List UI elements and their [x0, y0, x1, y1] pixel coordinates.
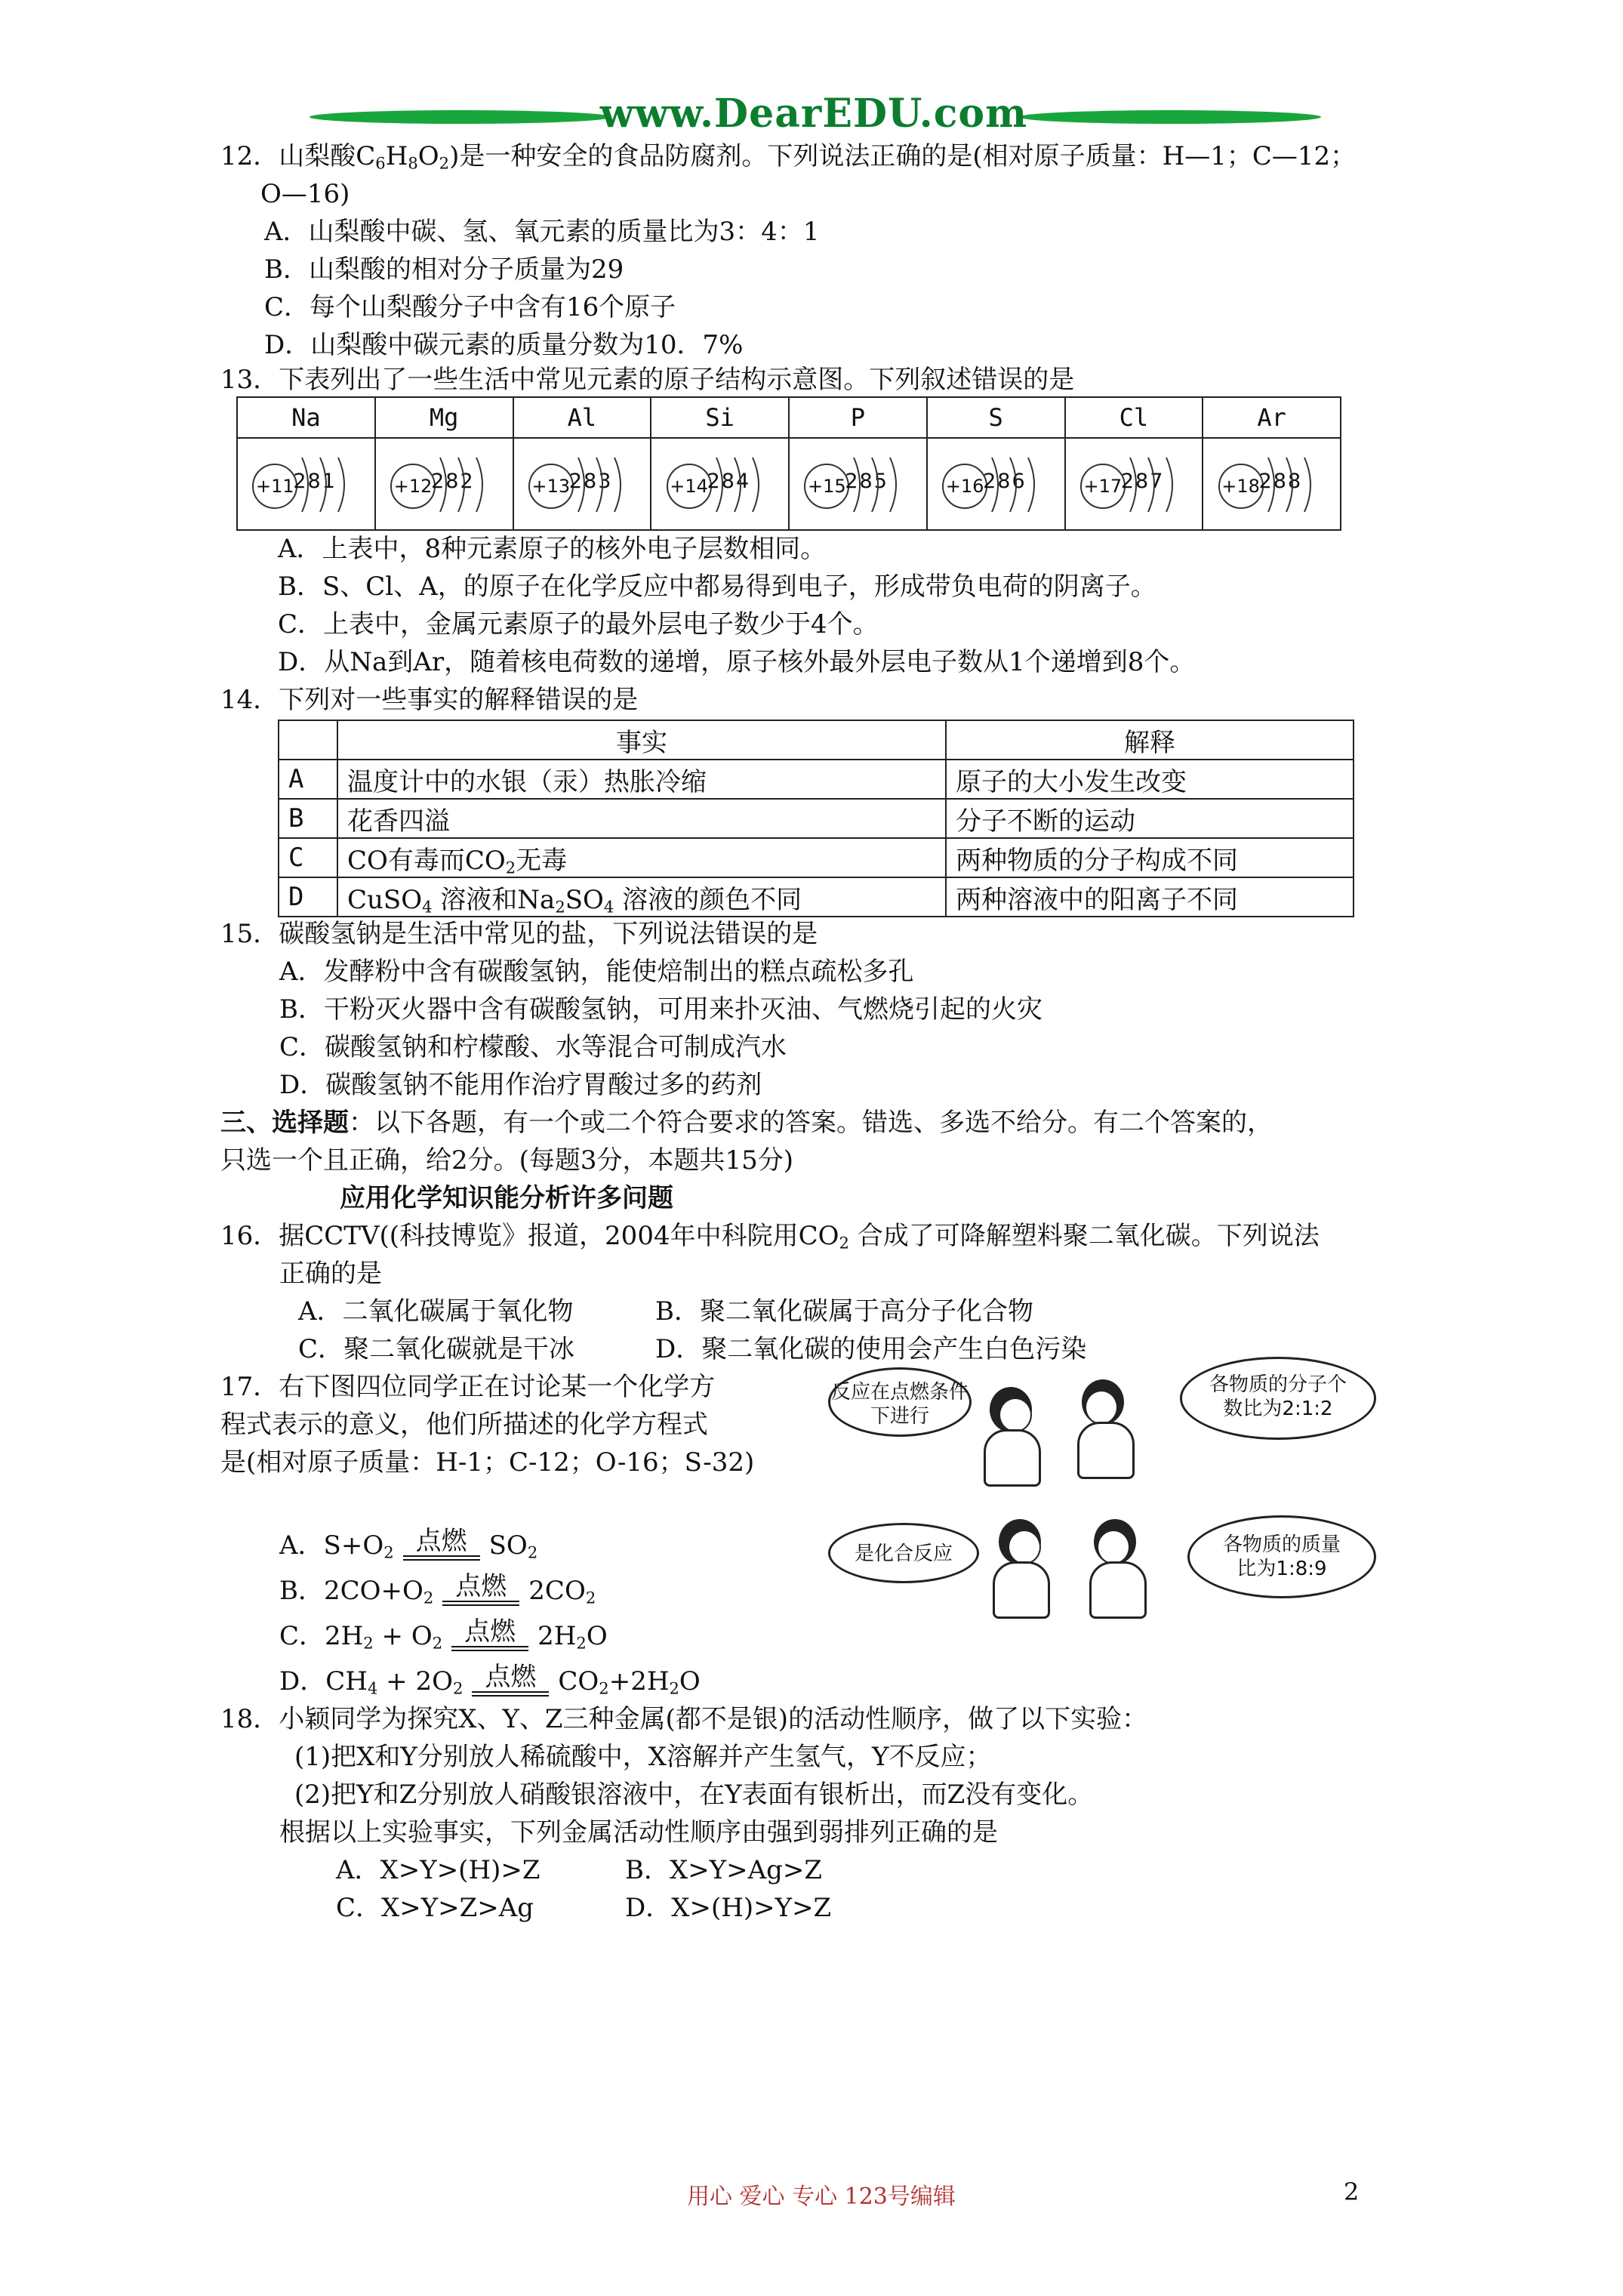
element-symbol: Mg [375, 397, 513, 438]
fact-cell: CO有毒而$CO_2$无毒 [337, 838, 946, 877]
explanation-cell: 两种物质的分子构成不同 [946, 838, 1354, 877]
q17-stem-cont2: 是(相对原子质量：H-1；C-12；O-16；S-32) [220, 1447, 755, 1478]
electron-shell-arc [1286, 458, 1292, 512]
element-symbol: P [789, 397, 927, 438]
q17-option-c: C．$2H_2 + O_2$ 点燃 $2H_2O$ [279, 1617, 608, 1655]
q12-stem: 12．山梨酸$C_6H_8O_2$)是一种安全的食品防腐剂。下列说法正确的是(相对原子质量：H—1；C—12； [220, 141, 1357, 173]
q13-option-c: C．上表中，金属元素原子的最外层电子数少于4个。 [278, 609, 879, 639]
q15-option-c: C．碳酸氢钠和柠檬酸、水等混合可制成汽水 [279, 1032, 787, 1062]
electron-shell-arc [872, 458, 878, 512]
q18-question: 根据以上实验事实，下列金属活动性顺序由强到弱排列正确的是 [279, 1817, 998, 1848]
section3-title: 三、选择题 [220, 1108, 349, 1138]
atom-shells: 286 [983, 470, 1027, 493]
speech-bubble: 是化合反应 [828, 1523, 979, 1583]
q17-stem: 17．右下图四位同学正在讨论某一个化学方 [220, 1372, 716, 1402]
fact-cell: 温度计中的水银（汞）热胀冷缩 [337, 760, 946, 799]
electron-shell-arcs [1077, 450, 1190, 518]
atom-nucleus: +12 [390, 464, 436, 509]
table-row [279, 760, 1354, 799]
q12-option-b: B．山梨酸的相对分子质量为29 [264, 254, 624, 285]
header-swoosh-right [1019, 110, 1321, 124]
table-row [279, 799, 1354, 838]
electron-shell-arcs [939, 450, 1052, 518]
atom-diagram [387, 450, 500, 518]
q12-option-c: C．每个山梨酸分子中含有16个原子 [264, 292, 676, 322]
q13-option-d: D．从Na到Ar，随着核电荷数的递增，原子核外最外层电子数从1个递增到8个。 [278, 647, 1196, 677]
section3-subtitle: 应用化学知识能分析许多问题 [340, 1183, 673, 1213]
q18-experiment-1: (1)把X和Y分别放人稀硫酸中，X溶解并产生氢气，Y不反应； [294, 1742, 992, 1772]
q12-stem-cont: O—16) [260, 179, 350, 209]
atom-diagram [939, 450, 1052, 518]
atom-nucleus: +13 [528, 464, 574, 509]
q16-stem: 16．据CCTV((科技博览》报道，2004年中科院用$CO_2$ 合成了可降解塑料聚二氧化碳。下列说法 [220, 1221, 1320, 1253]
atom-shells: 285 [845, 470, 888, 493]
electron-shell-arc [614, 458, 621, 512]
section3-intro-cont: 只选一个且正确，给2分。(每题3分，本题共15分) [220, 1145, 794, 1176]
electron-shell-arcs [801, 450, 914, 518]
q18-stem: 18．小颖同学为探究X、Y、Z三种金属(都不是银)的活动性顺序，做了以下实验： [220, 1704, 1148, 1734]
atom-diagram [525, 450, 639, 518]
q16-option-c: C．聚二氧化碳就是干冰 [298, 1334, 575, 1364]
electron-shell-arc [753, 458, 759, 512]
atom-diagram [249, 450, 362, 518]
table-header-row [279, 720, 1354, 760]
element-symbol: Cl [1065, 397, 1203, 438]
atom-nucleus: +16 [942, 464, 987, 509]
ignite-condition: 点燃 [448, 1617, 531, 1655]
q16-option-d: D．聚二氧化碳的使用会产生白色污染 [655, 1334, 1087, 1364]
atom-shells: 283 [568, 470, 613, 493]
atom-diagram [664, 450, 777, 518]
atom-diagram [801, 450, 914, 518]
electron-shell-arc [1268, 458, 1274, 512]
column-header-fact: 事实 [337, 720, 946, 760]
q16-option-a: A．二氧化碳属于氧化物 [298, 1296, 574, 1327]
q12-option-d: D．山梨酸中碳元素的质量分数为10．7% [264, 330, 744, 360]
element-symbol: Na [237, 397, 375, 438]
q17-option-a: A．$S+O_2$ 点燃 $SO_2$ [279, 1527, 537, 1564]
electron-shell-arc [854, 458, 860, 512]
explanation-cell: 两种溶液中的阳离子不同 [946, 877, 1354, 917]
electron-shell-arc [1130, 458, 1136, 512]
electron-shell-arc [320, 458, 326, 512]
q12-option-a: A．山梨酸中碳、氢、氧元素的质量比为3：4：1 [264, 217, 820, 247]
q18-option-c: C．X>Y>Z>Ag [336, 1893, 534, 1923]
header-swoosh-left [310, 110, 611, 124]
atom-diagram [1077, 450, 1190, 518]
row-label: B [279, 799, 337, 838]
row-label: C [279, 838, 337, 877]
electron-shell-arc [735, 458, 741, 512]
q18-option-d: D．X>(H)>Y>Z [625, 1893, 832, 1923]
q13-option-b: B．S、Cl、A，的原子在化学反应中都易得到电子，形成带负电荷的阴离子。 [278, 572, 1156, 602]
atom-nucleus: +18 [1218, 464, 1264, 509]
explanation-cell: 分子不断的运动 [946, 799, 1354, 838]
electron-shell-arc [1010, 458, 1016, 512]
footer-note: 用心 爱心 专心 123号编辑 [687, 2184, 956, 2210]
ignite-condition: 点燃 [469, 1663, 552, 1700]
page-number: 2 [1344, 2177, 1360, 2206]
atom-shells: 282 [431, 470, 475, 493]
ignite-condition: 点燃 [439, 1572, 522, 1610]
speech-bubble: 反应在点燃条件下进行 [828, 1367, 972, 1437]
facts-table [278, 720, 1354, 917]
atom-shells: 284 [707, 470, 751, 493]
electron-shell-arc [458, 458, 464, 512]
column-header-explanation: 解释 [946, 720, 1354, 760]
row-label: A [279, 760, 337, 799]
q16-option-b: B．聚二氧化碳属于高分子化合物 [655, 1296, 1033, 1327]
atom-shells: 288 [1258, 470, 1303, 493]
table-row [279, 838, 1354, 877]
section3-intro: 三、选择题：以下各题，有一个或二个符合要求的答案。错选、多选不给分。有二个答案的， [220, 1108, 1273, 1138]
fact-cell: 花香四溢 [337, 799, 946, 838]
q18-experiment-2: (2)把Y和Z分别放人硝酸银溶液中，在Y表面有银析出，而Z没有变化。 [294, 1780, 1094, 1810]
fact-cell: CuSO$_4$ 溶液和$Na_2SO_4$ 溶液的颜色不同 [337, 877, 946, 917]
students-discussion-illustration [825, 1357, 1399, 1621]
q15-option-a: A．发酵粉中含有碳酸氢钠，能使焙制出的糕点疏松多孔 [279, 957, 914, 987]
electron-shell-arc [1304, 458, 1310, 512]
table-row [279, 877, 1354, 917]
electron-shell-arc [302, 458, 308, 512]
q15-stem: 15．碳酸氢钠是生活中常见的盐，下列说法错误的是 [220, 919, 818, 949]
atom-shells: 287 [1120, 470, 1165, 493]
q13-stem: 13．下表列出了一些生活中常见元素的原子结构示意图。下列叙述错误的是 [220, 365, 1075, 395]
electron-shell-arc [1028, 458, 1034, 512]
q14-stem: 14．下列对一些事实的解释错误的是 [220, 685, 639, 715]
electron-shell-arc [476, 458, 482, 512]
atom-nucleus: +15 [804, 464, 849, 509]
q18-option-a: A．X>Y>(H)>Z [336, 1855, 540, 1885]
electron-shell-arcs [1215, 450, 1329, 518]
ignite-condition: 点燃 [400, 1527, 483, 1564]
electron-shell-arc [440, 458, 446, 512]
q15-option-b: B．干粉灭火器中含有碳酸氢钠，可用来扑灭油、气燃烧引起的火灾 [279, 994, 1042, 1025]
atom-nucleus: +17 [1080, 464, 1126, 509]
q17-option-d: D．$CH_4 + 2O_2$ 点燃 $CO_2+2H_2O$ [279, 1663, 701, 1700]
speech-bubble: 各物质的分子个数比为2:1:2 [1180, 1357, 1376, 1440]
electron-shell-arc [578, 458, 584, 512]
electron-shell-arc [890, 458, 896, 512]
element-symbol: S [927, 397, 1065, 438]
q15-option-d: D．碳酸氢钠不能用作治疗胃酸过多的药剂 [279, 1070, 762, 1100]
explanation-cell: 原子的大小发生改变 [946, 760, 1354, 799]
atom-diagram [1215, 450, 1329, 518]
electron-shell-arcs [664, 450, 777, 518]
electron-shell-arcs [525, 450, 639, 518]
q18-option-b: B．X>Y>Ag>Z [625, 1855, 823, 1885]
electron-shell-arc [992, 458, 998, 512]
electron-shell-arcs [387, 450, 500, 518]
electron-shell-arcs [249, 450, 362, 518]
electron-shell-arc [1166, 458, 1172, 512]
q17-stem-cont: 程式表示的意义，他们所描述的化学方程式 [220, 1410, 708, 1440]
q13-option-a: A．上表中，8种元素原子的核外电子层数相同。 [278, 534, 827, 564]
element-symbol: Si [651, 397, 789, 438]
element-symbol: Ar [1203, 397, 1341, 438]
speech-bubble: 各物质的质量比为1:8:9 [1187, 1515, 1376, 1598]
atom-structure-table [236, 396, 1341, 531]
header-site-name: www.DearEDU.com [599, 91, 1028, 137]
electron-shell-arc [596, 458, 602, 512]
q16-stem-cont: 正确的是 [279, 1259, 382, 1289]
electron-shell-arc [716, 458, 722, 512]
q17-option-b: B．$2CO+O_2$ 点燃 $2CO_2$ [279, 1572, 596, 1610]
atom-shells: 281 [293, 470, 337, 493]
atom-nucleus: +14 [667, 464, 712, 509]
electron-shell-arc [1148, 458, 1154, 512]
row-label: D [279, 877, 337, 917]
electron-shell-arc [338, 458, 344, 512]
atom-nucleus: +11 [252, 464, 297, 509]
element-symbol: Al [513, 397, 651, 438]
